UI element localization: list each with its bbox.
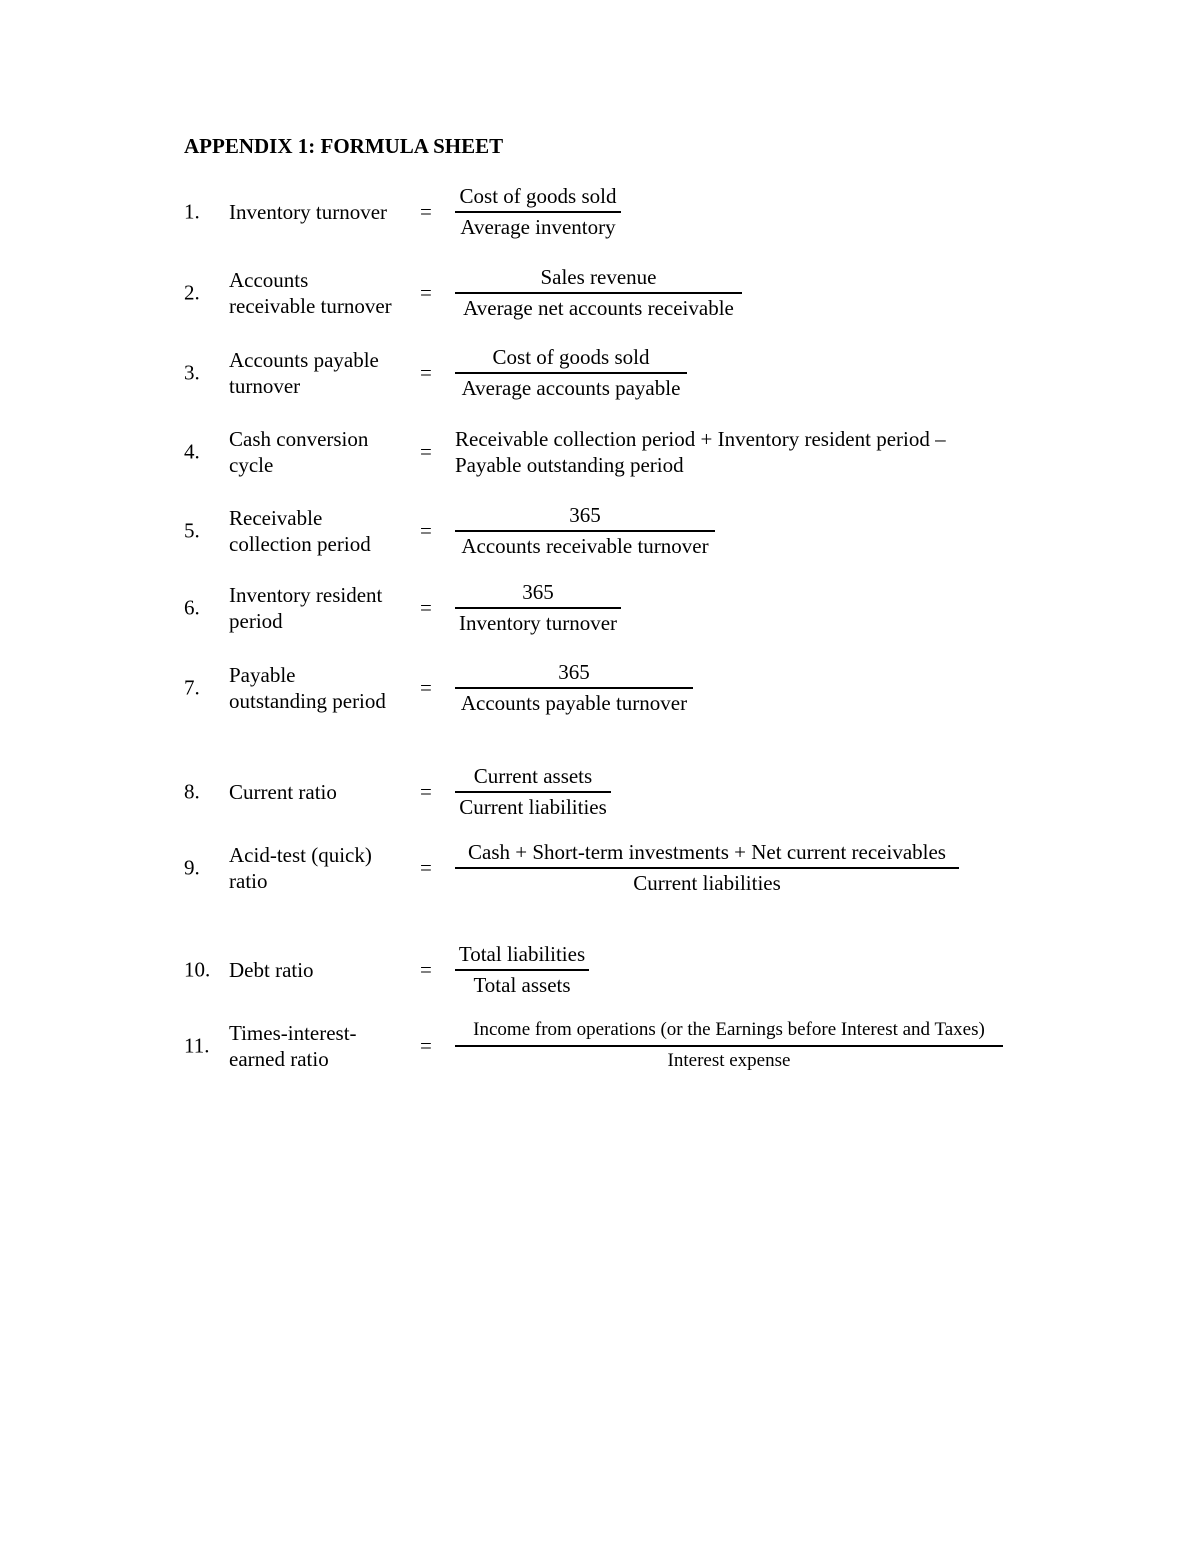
formula-label-line: Accounts payable	[229, 348, 379, 372]
numerator: 365	[569, 503, 601, 527]
formula-number: 10.	[184, 957, 211, 982]
formula-label-line: turnover	[229, 374, 301, 398]
formula-label	[229, 1020, 357, 1072]
formula-number: 9.	[184, 855, 200, 880]
equals-sign: =	[420, 957, 432, 982]
formula-label-line: outstanding period	[229, 689, 386, 713]
formula-label-line: earned ratio	[229, 1047, 329, 1071]
formula-label	[229, 199, 387, 225]
denominator: Total assets	[473, 973, 571, 997]
fraction-bar	[455, 530, 715, 532]
formula-label	[229, 582, 382, 634]
formula-label	[229, 842, 372, 894]
fraction-bar	[455, 607, 621, 609]
denominator: Average inventory	[460, 215, 616, 239]
formula-label-line: Inventory resident	[229, 583, 383, 607]
formula-number: 1.	[184, 199, 200, 224]
denominator: Inventory turnover	[458, 611, 618, 635]
formula-number: 5.	[184, 518, 200, 543]
formula-label	[229, 779, 337, 805]
equals-sign: =	[420, 855, 432, 880]
formula-label	[229, 505, 371, 557]
formula-label-line: Current ratio	[229, 780, 337, 804]
formula-number: 4.	[184, 439, 200, 464]
numerator: 365	[558, 660, 590, 684]
formula-expression	[455, 426, 946, 478]
expression-line: Receivable collection period + Inventory resident period –	[455, 427, 946, 451]
fraction-bar	[455, 372, 687, 374]
formula-label-line: receivable turnover	[229, 294, 392, 318]
numerator: Cash + Short-term investments + Net current receivables	[468, 840, 946, 864]
formula-label	[229, 426, 368, 478]
formula-number: 2.	[184, 280, 200, 305]
formula-number: 6.	[184, 595, 200, 620]
fraction-bar	[455, 867, 959, 869]
equals-sign: =	[420, 1033, 432, 1058]
formula-label-line: Receivable	[229, 506, 323, 530]
formula-label-line: ratio	[229, 869, 268, 893]
formula-label-line: Acid-test (quick)	[229, 843, 372, 867]
denominator: Current liabilities	[633, 871, 781, 895]
formula-number: 7.	[184, 675, 200, 700]
formula-label-line: Debt ratio	[229, 958, 314, 982]
denominator: Interest expense	[667, 1050, 791, 1071]
denominator: Accounts payable turnover	[460, 691, 688, 715]
denominator: Accounts receivable turnover	[461, 534, 709, 558]
equals-sign: =	[420, 779, 432, 804]
numerator: Sales revenue	[540, 265, 657, 289]
formula-label-line: Payable	[229, 663, 296, 687]
equals-sign: =	[420, 595, 432, 620]
formula-label	[229, 267, 392, 319]
numerator: Cost of goods sold	[492, 345, 650, 369]
numerator: 365	[522, 580, 554, 604]
numerator: Current assets	[473, 764, 593, 788]
equals-sign: =	[420, 439, 432, 464]
formula-label-line: collection period	[229, 532, 371, 556]
formula-label-line: Cash conversion	[229, 427, 369, 451]
equals-sign: =	[420, 518, 432, 543]
equals-sign: =	[420, 280, 432, 305]
fraction-bar	[455, 1045, 1003, 1047]
denominator: Average accounts payable	[461, 376, 681, 400]
fraction-bar	[455, 211, 621, 213]
numerator: Total liabilities	[458, 942, 586, 966]
numerator: Cost of goods sold	[459, 184, 617, 208]
formula-label-line: Times-interest-	[229, 1021, 357, 1045]
formula-number: 3.	[184, 360, 200, 385]
formula-label	[229, 662, 386, 714]
formula-label	[229, 957, 314, 983]
expression-line: Payable outstanding period	[455, 453, 684, 477]
fraction-bar	[455, 791, 611, 793]
fraction-bar	[455, 687, 693, 689]
formula-label-line: cycle	[229, 453, 274, 477]
fraction-bar	[455, 969, 589, 971]
equals-sign: =	[420, 675, 432, 700]
formula-label-line: period	[229, 609, 283, 633]
formula-label-line: Inventory turnover	[229, 200, 388, 224]
formula-number: 11.	[184, 1033, 210, 1058]
equals-sign: =	[420, 199, 432, 224]
formula-label-line: Accounts	[229, 268, 309, 292]
page-title: APPENDIX 1: FORMULA SHEET	[184, 134, 504, 158]
formula-label	[229, 347, 379, 399]
denominator: Average net accounts receivable	[463, 296, 734, 320]
equals-sign: =	[420, 360, 432, 385]
denominator: Current liabilities	[459, 795, 607, 819]
formula-number: 8.	[184, 779, 200, 804]
fraction-bar	[455, 292, 742, 294]
numerator: Income from operations (or the Earnings before Interest and Taxes)	[473, 1019, 985, 1040]
